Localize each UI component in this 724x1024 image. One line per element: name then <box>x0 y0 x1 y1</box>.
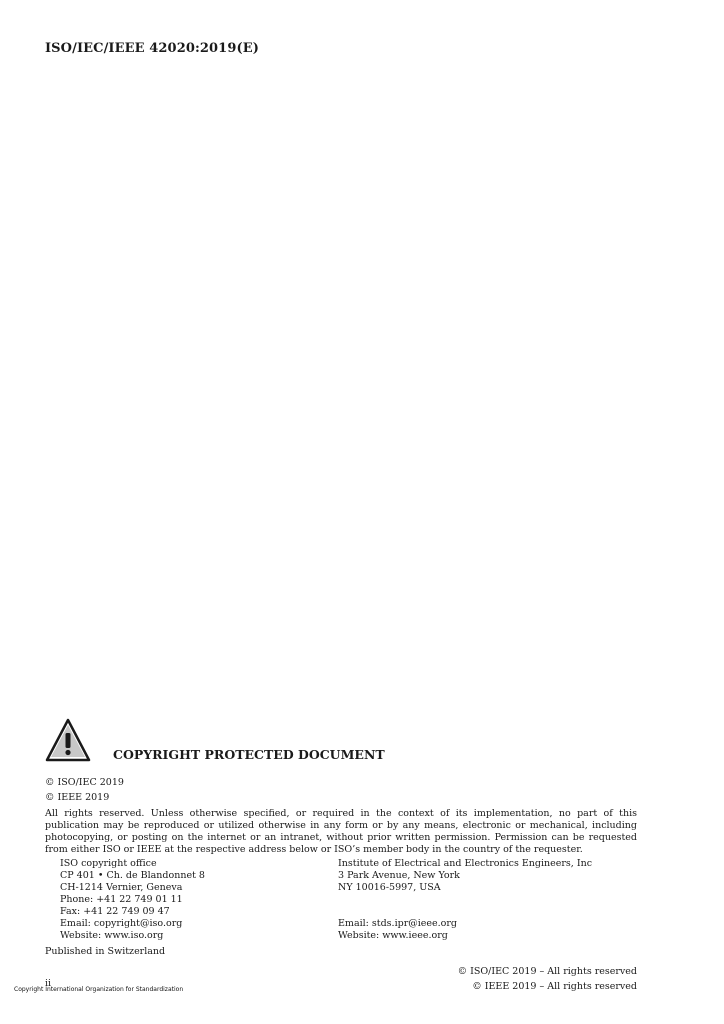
footer-rights-ieee: © IEEE 2019 – All rights reserved <box>472 981 637 992</box>
copyright-watermark: Copyright International Organization for Standardization <box>14 986 184 993</box>
page-number: ii <box>45 978 52 989</box>
iso-email: Email: copyright@iso.org <box>60 918 183 929</box>
iso-street: CP 401 • Ch. de Blandonnet 8 <box>60 870 205 881</box>
ieee-name: Institute of Electrical and Electronics Engineers, Inc <box>338 858 593 869</box>
spacer <box>338 894 592 906</box>
ieee-address <box>338 858 592 942</box>
spacer <box>338 906 592 918</box>
iso-fax: Fax: +41 22 749 09 47 <box>60 906 170 917</box>
copyright-iso-iec: © ISO/IEC 2019 <box>45 777 124 788</box>
copyright-warning <box>45 718 645 764</box>
published-location: Published in Switzerland <box>45 946 166 957</box>
rights-statement: All rights reserved. Unless otherwise specified, or required in the context of its implementation, no part of this publication may be reproduced or utilized otherwise in any form or by any means, electronic or mechanical, including photocopying, or posting on the internet or an intranet, without prior written permission. Permission can be requested from either ISO or IEEE at the respective address below or ISO’s member body in the country of the requester. <box>45 808 637 855</box>
copyright-ieee: © IEEE 2019 <box>45 792 110 803</box>
iso-address <box>60 858 205 942</box>
ieee-city: NY 10016-5997, USA <box>338 882 441 893</box>
iso-website: Website: www.iso.org <box>60 930 164 941</box>
ieee-street: 3 Park Avenue, New York <box>338 870 460 881</box>
iso-office: ISO copyright office <box>60 858 157 869</box>
warning-title: COPYRIGHT PROTECTED DOCUMENT <box>113 747 385 762</box>
iso-phone: Phone: +41 22 749 01 11 <box>60 894 183 905</box>
document-header: ISO/IEC/IEEE 42020:2019(E) <box>45 41 259 56</box>
footer-rights <box>458 964 637 994</box>
ieee-website: Website: www.ieee.org <box>338 930 448 941</box>
ieee-email: Email: stds.ipr@ieee.org <box>338 918 458 929</box>
footer-rights-iso: © ISO/IEC 2019 – All rights reserved <box>457 966 637 977</box>
iso-city: CH-1214 Vernier, Geneva <box>60 882 183 893</box>
warning-triangle-icon <box>45 718 91 762</box>
